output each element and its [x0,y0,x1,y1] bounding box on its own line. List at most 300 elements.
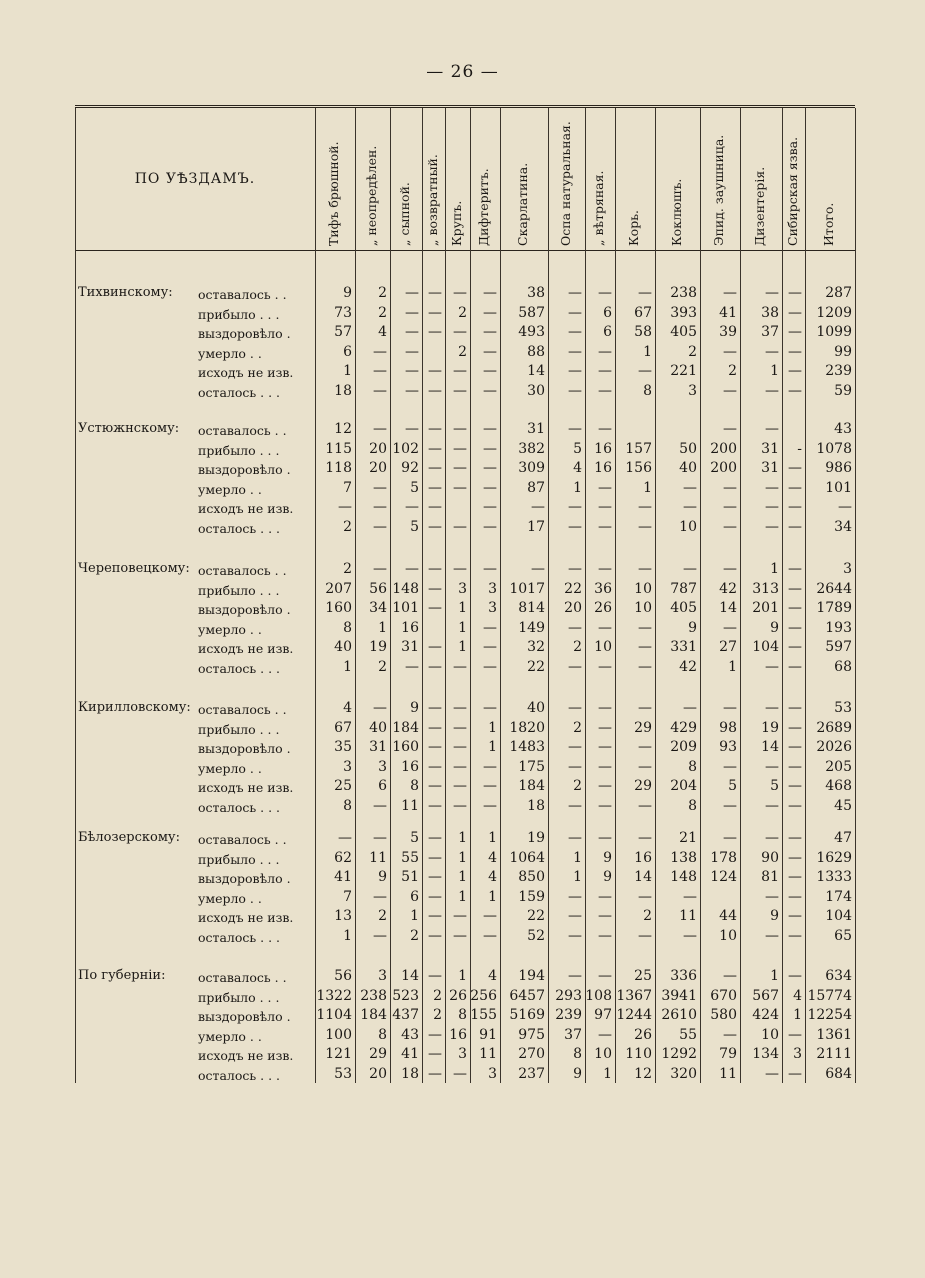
table-cell: 160 [392,739,419,755]
table-cell: — [568,797,582,814]
table-cell: — [765,1065,779,1082]
table-cell: 4 [793,987,802,1004]
table-cell: 38 [761,304,779,321]
table-cell: — [765,927,779,944]
row-label: исходъ не изв. [198,501,294,516]
table-cell: 35 [334,739,352,755]
table-cell: 42 [719,580,737,597]
row-label: прибыло . . . [198,989,280,1005]
table-cell: 18 [334,382,352,399]
table-cell: 45 [834,797,852,814]
column-header [700,112,740,246]
table-cell: — [483,700,497,716]
table-cell: 1099 [816,324,852,340]
table-cell: 11 [369,849,387,866]
table-cell: — [405,382,419,399]
table-cell: — [453,700,467,716]
table-cell: 22 [527,658,545,675]
table-cell: — [638,658,652,675]
region-label: Кирилловскому: [78,700,191,715]
table-cell: 194 [518,968,545,984]
table-cell: — [723,499,737,515]
table-cell: 31 [369,739,387,755]
table-cell: — [765,830,779,846]
column-header-label: Эпид. заушница. [711,134,726,246]
table-cell: — [568,888,582,905]
table-cell: 1 [488,830,497,846]
table-cell: — [788,908,802,924]
table-cell: 16 [401,758,419,775]
table-cell: 1322 [316,987,352,1004]
table-cell: 5 [410,479,419,496]
table-cell: 9 [573,1065,582,1082]
table-cell: — [483,561,497,577]
table-cell: 405 [670,324,697,340]
table-cell: 1629 [816,849,852,866]
table-cell: — [765,343,779,360]
table-cell: 47 [834,830,852,846]
table-cell: 2 [378,304,387,321]
table-cell: 38 [527,285,545,301]
table-cell: 16 [401,619,419,636]
table-cell: 56 [334,968,352,984]
table-cell: 115 [325,440,352,457]
table-cell: 10 [594,1046,612,1062]
column-header [615,112,655,246]
table-cell: 1244 [616,1007,652,1023]
table-cell: — [683,700,697,716]
table-cell: 1104 [316,1007,352,1023]
table-cell: — [483,927,497,944]
table-cell: 1 [643,343,652,360]
table-cell: — [683,479,697,496]
table-cell: — [598,343,612,360]
table-cell: 155 [470,1007,497,1023]
table-cell: 256 [470,987,497,1004]
table-cell: — [428,797,442,814]
table-cell: 65 [834,927,852,944]
table-cell: 90 [761,849,779,866]
table-cell: — [428,830,442,846]
table-cell: — [453,658,467,675]
table-cell: — [373,797,387,814]
table-cell: — [638,619,652,636]
table-cell: — [788,619,802,636]
table-cell: — [788,580,802,597]
table-cell: — [428,421,442,437]
region-label: По губерніи: [78,968,166,983]
table-cell: — [338,499,352,515]
table-cell: 209 [670,739,697,755]
table-cell: — [568,324,582,340]
row-label: выздоровѣло . [198,871,291,886]
table-cell: 9 [378,869,387,885]
table-cell: 2 [458,343,467,360]
table-cell: 238 [670,285,697,301]
table-cell: — [638,499,652,515]
table-cell: 20 [564,600,582,616]
table-cell: 40 [527,700,545,716]
table-cell: — [483,518,497,535]
table-cell: 4 [488,849,497,866]
table-cell: 1 [770,561,779,577]
table-cell: — [405,363,419,379]
table-cell: — [428,719,442,736]
table-cell: — [483,363,497,379]
table-cell: 92 [401,460,419,476]
table-cell: — [568,518,582,535]
table-cell: 309 [518,460,545,476]
table-cell: 62 [334,849,352,866]
table-cell: 11 [479,1046,497,1062]
table-cell: 3 [488,1065,497,1082]
row-label: выздоровѣло . [198,326,291,341]
table-cell: 16 [449,1026,467,1043]
table-cell: 237 [518,1065,545,1082]
table-cell: — [428,1065,442,1082]
row-label: исходъ не изв. [198,910,294,925]
table-cell: 149 [518,619,545,636]
table-cell: 22 [527,908,545,924]
row-label: умерло . . [198,345,262,361]
table-cell: — [428,285,442,301]
table-cell: 160 [325,600,352,616]
row-label: осталось . . . [198,929,281,945]
table-cell: 8 [343,619,352,636]
table-cell: — [428,1046,442,1062]
table-cell: 670 [710,987,737,1004]
region-label: Устюжнскому: [78,421,180,436]
table-cell: — [483,421,497,437]
table-cell: — [598,658,612,675]
table-cell: — [483,619,497,636]
table-cell: — [453,927,467,944]
table-cell: — [765,499,779,515]
table-cell: — [568,700,582,716]
row-label: прибыло . . . [198,442,280,458]
table-cell: 6 [378,778,387,794]
column-header-label: Дизентерія. [752,166,767,246]
table-cell: — [788,460,802,476]
row-label: выздоровѣло . [198,602,291,617]
table-cell: — [428,968,442,984]
table-cell: 1789 [816,600,852,616]
row-label: исходъ не изв. [198,641,294,656]
table-cell: 81 [761,869,779,885]
table-cell: — [788,561,802,577]
table-cell: 2 [458,304,467,321]
table-cell: — [568,619,582,636]
table-cell: 4 [343,700,352,716]
table-cell: — [453,739,467,755]
table-cell: 6 [603,304,612,321]
table-cell: 1 [488,739,497,755]
table-cell: — [483,499,497,515]
table-cell: — [373,700,387,716]
table-cell: 1 [728,658,737,675]
table-cell: 32 [527,639,545,655]
table-cell: — [723,619,737,636]
table-cell: — [723,700,737,716]
table-cell: 10 [719,927,737,944]
table-cell: — [453,518,467,535]
table-cell: — [598,888,612,905]
table-cell: — [638,888,652,905]
row-label: оставалось . . [198,287,287,302]
table-cell: — [598,719,612,736]
table-cell: — [723,479,737,496]
table-cell: 42 [679,658,697,675]
table-cell: 11 [679,908,697,924]
table-cell: 8 [643,382,652,399]
row-label: прибыло . . . [198,721,280,737]
table-cell: — [428,700,442,716]
table-cell: 88 [527,343,545,360]
table-cell: 468 [825,778,852,794]
table-cell: 40 [334,639,352,655]
table-cell: — [723,561,737,577]
table-cell: — [568,304,582,321]
table-cell: 9 [770,619,779,636]
table-cell: — [765,797,779,814]
column-header [390,112,422,246]
table-cell: 37 [761,324,779,340]
table-cell: 9 [770,908,779,924]
table-cell: 21 [679,830,697,846]
table-cell: — [453,363,467,379]
table-cell: — [568,421,582,437]
table-cell: 437 [392,1007,419,1023]
table-cell: — [373,343,387,360]
table-cell: 239 [555,1007,582,1023]
table-cell: — [428,658,442,675]
column-header [445,112,470,246]
table-cell: 193 [825,619,852,636]
table-cell: — [598,421,612,437]
table-cell: — [788,382,802,399]
table-cell: — [453,561,467,577]
table-cell: 93 [719,739,737,755]
table-cell: 1 [458,888,467,905]
table-cell: 13 [334,908,352,924]
table-cell: 2 [433,987,442,1004]
table-cell: — [683,888,697,905]
table-cell: — [765,888,779,905]
table-cell: 40 [369,719,387,736]
table-cell: 1017 [509,580,545,597]
table-cell: 1 [343,927,352,944]
table-cell: 14 [719,600,737,616]
region-label: Бѣлозерскому: [78,830,180,845]
table-cell: — [788,849,802,866]
table-cell: 1 [793,1007,802,1023]
column-header-label: Коклюшъ. [668,178,684,246]
table-cell: 184 [518,778,545,794]
table-cell: — [568,927,582,944]
table-cell: — [788,869,802,885]
table-cell: — [598,1026,612,1043]
table-cell: 31 [761,460,779,476]
table-cell: 1 [573,849,582,866]
table-cell: 1367 [616,987,652,1004]
table-cell: 239 [825,363,852,379]
table-cell: 2026 [816,739,852,755]
table-cell: 1483 [509,739,545,755]
table-cell: 201 [752,600,779,616]
table-cell: 3 [378,758,387,775]
table-cell: — [598,739,612,755]
table-cell: 11 [719,1065,737,1082]
table-cell: 10 [634,580,652,597]
table-cell: — [598,758,612,775]
table-cell: 3 [793,1046,802,1062]
table-cell: 2 [343,561,352,577]
table-cell: — [483,343,497,360]
table-cell: — [788,1026,802,1043]
row-label: исходъ не изв. [198,780,294,795]
table-cell: — [483,758,497,775]
table-cell: 1 [458,639,467,655]
table-cell: 1820 [509,719,545,736]
table-cell: 5 [770,778,779,794]
table-cell: 313 [752,580,779,597]
table-cell: 41 [401,1046,419,1062]
column-header-label: „ возвратный. [424,154,440,246]
table-cell: 1 [643,479,652,496]
table-cell: 424 [752,1007,779,1023]
table-cell: — [453,479,467,496]
table-cell: — [788,927,802,944]
table-cell: — [568,499,582,515]
table-cell: — [428,363,442,379]
table-cell: — [373,363,387,379]
table-cell: — [598,479,612,496]
table-cell: — [428,849,442,866]
table-cell: — [598,561,612,577]
table-cell: — [723,518,737,535]
table-cell: — [373,382,387,399]
table-cell: 79 [719,1046,737,1062]
table-cell: 138 [670,849,697,866]
table-cell: — [788,658,802,675]
table-cell: — [765,658,779,675]
table-left-border [75,108,76,1083]
table-cell: 104 [825,908,852,924]
table-cell: 31 [401,639,419,655]
table-cell: — [428,778,442,794]
table-cell: 67 [334,719,352,736]
table-cell: — [598,908,612,924]
column-header [355,112,390,246]
table-cell: 3 [458,1046,467,1062]
table-cell: 43 [401,1026,419,1043]
table-cell: 41 [719,304,737,321]
table-cell: 57 [334,324,352,340]
table-cell: 2644 [816,580,852,597]
table-cell: 1 [378,619,387,636]
table-cell: 320 [670,1065,697,1082]
table-cell: — [428,518,442,535]
column-header [585,112,615,246]
table-cell: 121 [325,1046,352,1062]
table-cell: 1064 [509,849,545,866]
table-cell: 37 [564,1026,582,1043]
table-cell: 26 [449,987,467,1004]
table-cell: — [428,600,442,616]
table-cell: 405 [670,600,697,616]
table-cell: 101 [825,479,852,496]
table-cell: 41 [334,869,352,885]
table-cell: — [428,927,442,944]
table-cell: 5 [573,440,582,457]
table-cell: 1 [488,719,497,736]
table-cell: 134 [752,1046,779,1062]
table-cell: — [428,888,442,905]
table-cell: 12254 [807,1007,852,1023]
table-cell: 1 [573,479,582,496]
table-cell: 22 [564,580,582,597]
table-cell: 2 [343,518,352,535]
table-cell: — [453,719,467,736]
table-cell: 4 [378,324,387,340]
table-cell: 11 [401,797,419,814]
table-cell: 1 [458,600,467,616]
table-cell: — [723,421,737,437]
table-cell: 975 [518,1026,545,1043]
table-cell: — [765,518,779,535]
table-cell: — [598,619,612,636]
table-cell: 36 [594,580,612,597]
table-cell: 9 [603,849,612,866]
table-cell: — [428,479,442,496]
table-cell: — [373,888,387,905]
table-cell: 73 [334,304,352,321]
table-cell: — [568,739,582,755]
column-header-label: Сибирская язва. [784,136,800,246]
table-cell: 25 [334,778,352,794]
column-header-label: „ сыпной. [397,182,412,246]
table-cell: 156 [625,460,652,476]
table-cell: — [788,324,802,340]
table-cell: 3 [378,968,387,984]
table-cell: — [788,1065,802,1082]
column-header [500,112,548,246]
table-cell: — [453,382,467,399]
table-cell: — [373,927,387,944]
table-cell: — [483,285,497,301]
table-cell: — [598,518,612,535]
table-cell: 175 [518,758,545,775]
table-cell: 567 [752,987,779,1004]
table-cell: — [453,285,467,301]
column-header [782,112,805,246]
row-label: прибыло . . . [198,582,280,598]
column-header-label: Крупъ. [448,200,464,246]
table-cell: 29 [369,1046,387,1062]
table-cell: 2111 [816,1046,852,1062]
table-header-rule [75,250,855,251]
row-label: умерло . . [198,890,262,906]
table-cell: 2 [573,639,582,655]
table-cell: 87 [527,479,545,496]
table-cell: — [531,499,545,515]
table-cell: 2 [378,285,387,301]
table-cell: 200 [710,440,737,457]
table-cell: 59 [834,382,852,399]
table-cell: 1 [343,658,352,675]
table-cell: — [405,421,419,437]
table-cell: 58 [634,324,652,340]
